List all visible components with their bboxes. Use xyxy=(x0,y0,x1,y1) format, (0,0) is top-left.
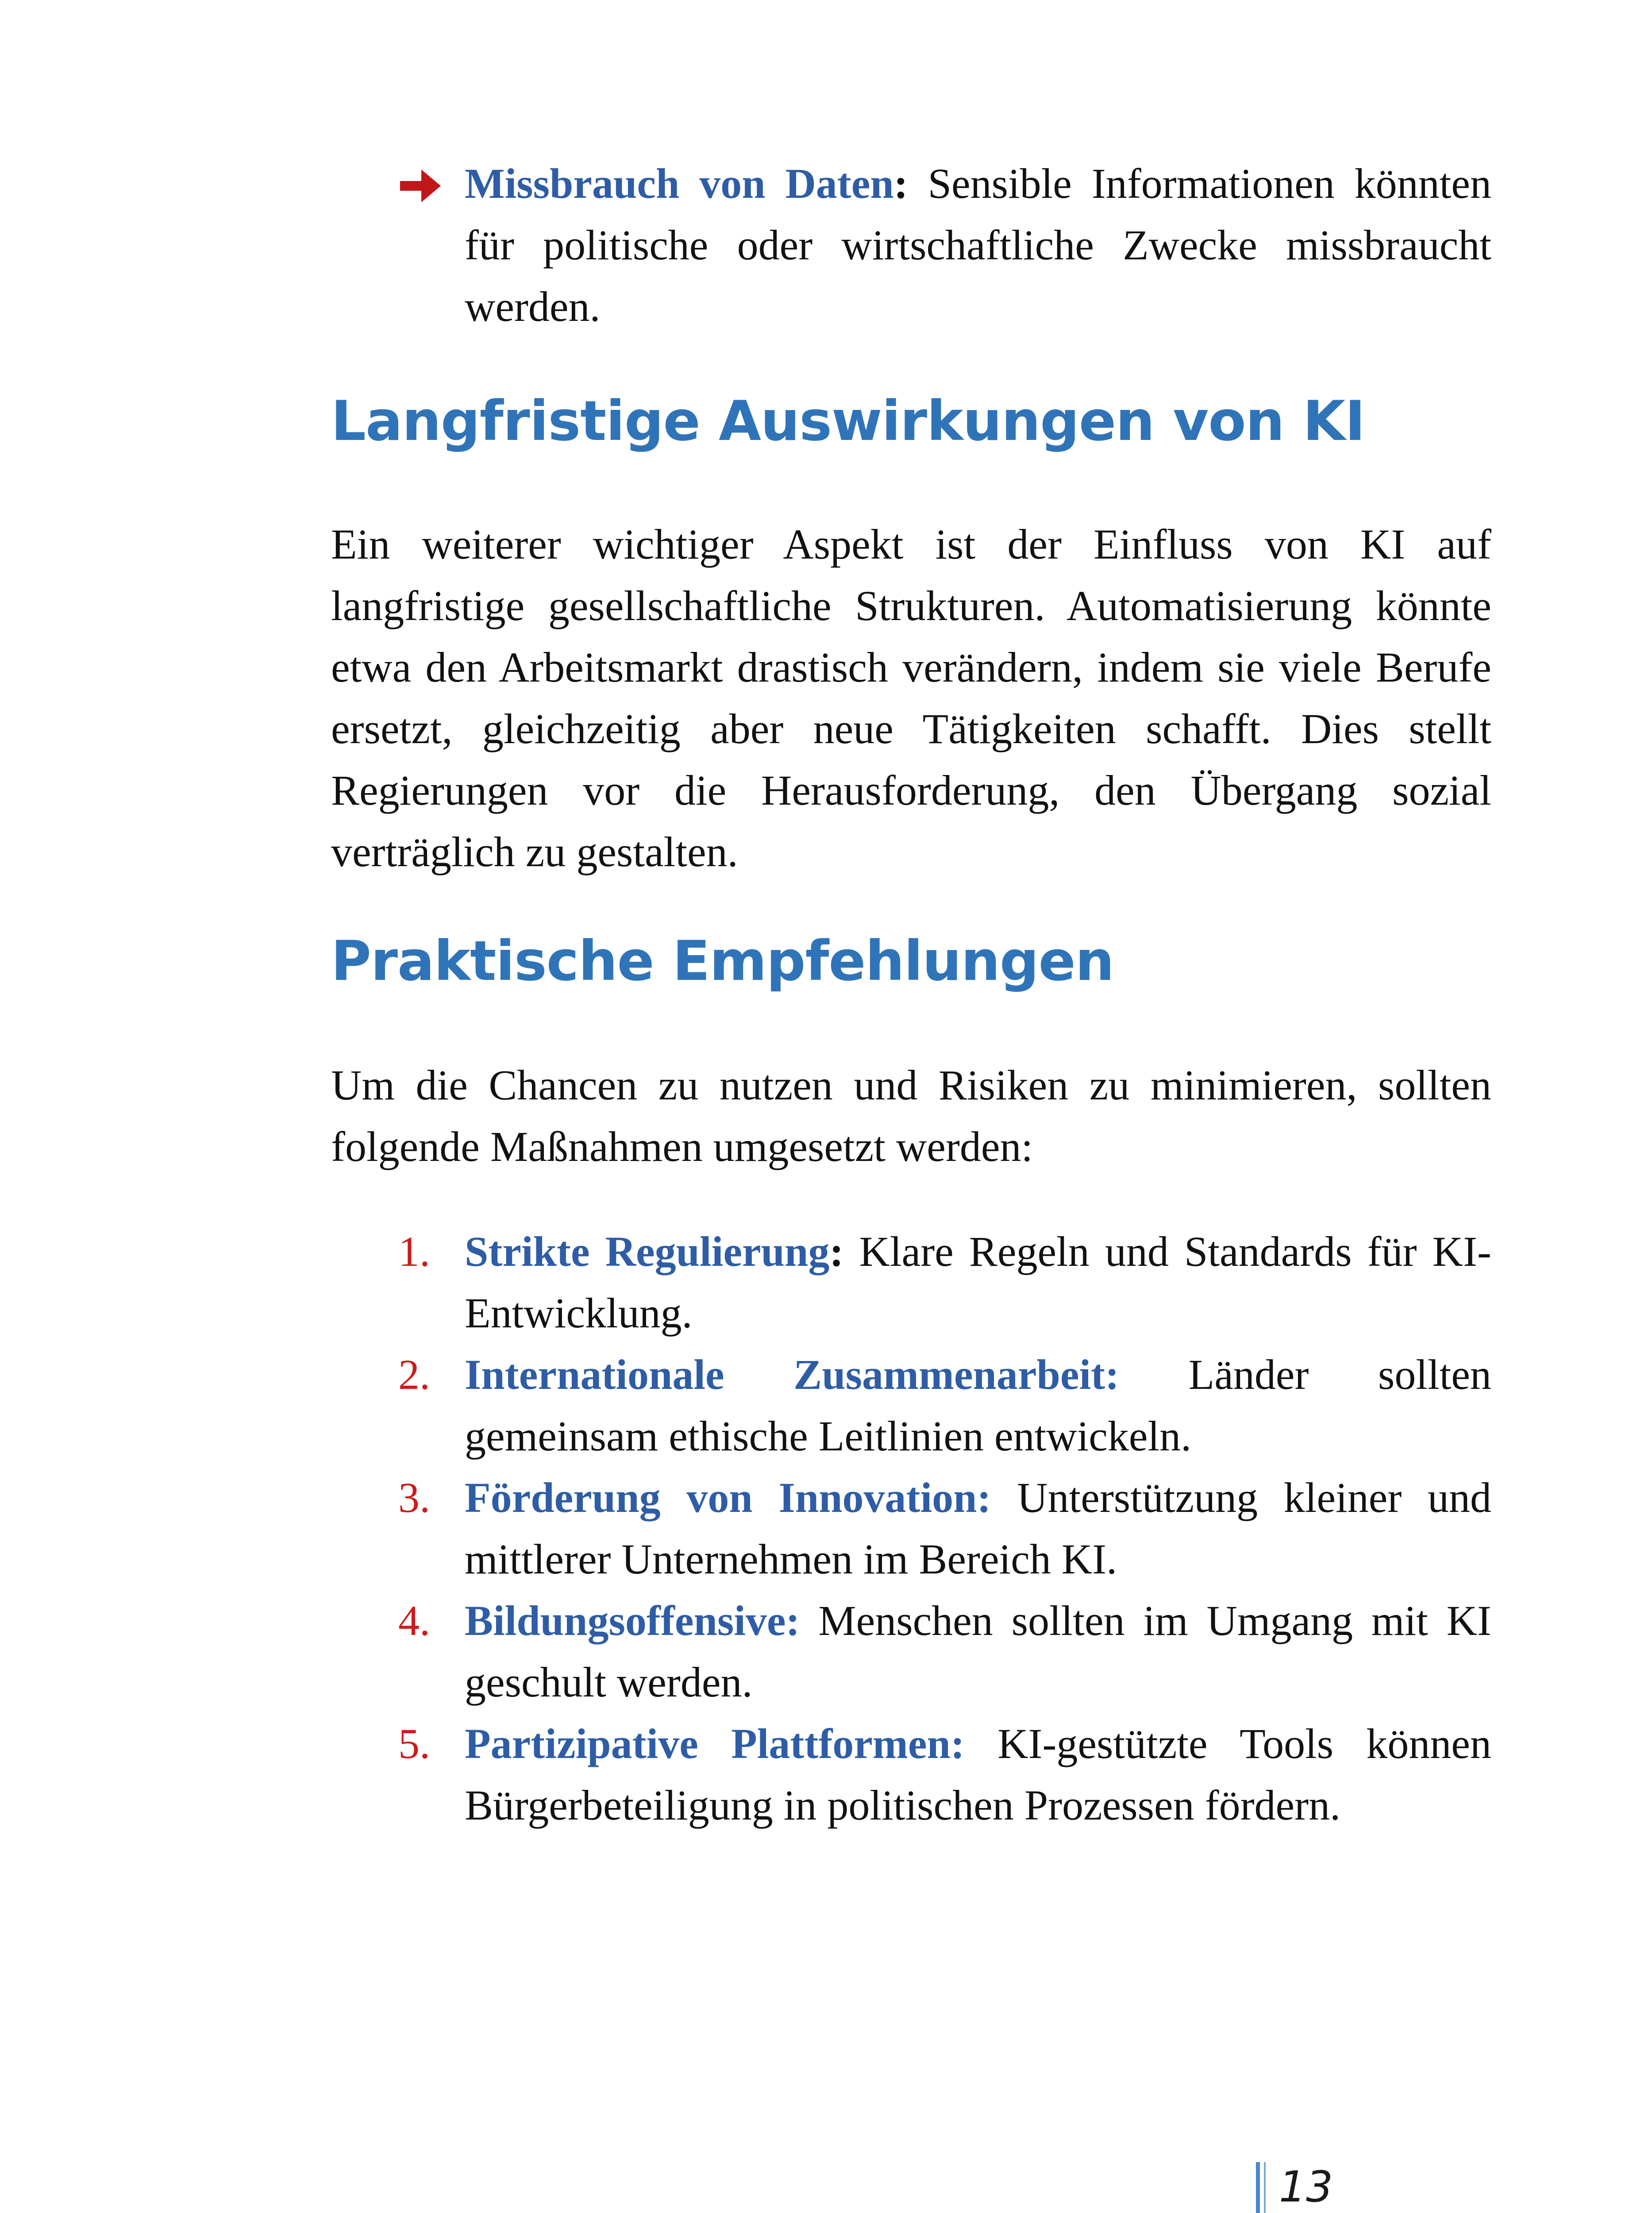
list-item-text xyxy=(465,1590,1491,1713)
right-arrow-icon xyxy=(398,166,443,206)
list-term: Internationale Zusammenarbeit: xyxy=(465,1351,1120,1398)
list-item xyxy=(398,1713,1491,1836)
footer-rule-thin xyxy=(1264,2162,1266,2213)
paragraph-recommendations-intro: Um die Chancen zu nutzen und Risiken zu minimieren, sollten folgende Maßnahmen umgesetzt werden: xyxy=(331,1061,1491,1170)
list-item-text xyxy=(465,1713,1491,1836)
list-item xyxy=(398,1344,1491,1467)
bullet-colon: : xyxy=(893,160,908,207)
bullet-text xyxy=(465,153,1491,337)
bullet-term: Missbrauch von Daten xyxy=(465,160,894,207)
list-term: Bildungsoffensive: xyxy=(465,1597,800,1644)
list-body: Menschen sollten im Umgang mit KI geschult werden. xyxy=(465,1597,1491,1706)
list-body: KI-gestützte Tools können Bürgerbeteiligung in politischen Prozessen fördern. xyxy=(465,1720,1492,1829)
bullet-item-data-misuse xyxy=(398,153,1491,337)
list-number: 1. xyxy=(398,1228,430,1275)
page-number: 13 xyxy=(1279,2162,1333,2212)
list-item xyxy=(398,1221,1491,1344)
list-body: Länder sollten gemeinsam ethische Leitlinien entwickeln. xyxy=(465,1351,1492,1460)
list-term: Strikte Regulierung xyxy=(465,1228,830,1275)
list-number: 4. xyxy=(398,1597,430,1644)
paragraph-long-term-effects: Ein weiterer wichtiger Aspekt ist der Einfluss von KI auf langfristige gesellschaftliche Strukturen. Automatisierung könnte etwa den Arbeitsmarkt drastisch verändern, indem sie viele Berufe ersetzt, gleichzeitig aber neue Tätigkeiten schafft. Dies stellt Regierungen vor die Herausforderung, den Übergang sozial verträglich zu gestalten. xyxy=(331,520,1491,875)
footer-rule xyxy=(1256,2162,1260,2213)
list-term: Partizipative Plattformen: xyxy=(465,1720,965,1767)
list-item-text xyxy=(465,1221,1491,1344)
list-item-text xyxy=(465,1344,1491,1467)
list-colon: : xyxy=(829,1228,844,1275)
list-number: 2. xyxy=(398,1351,430,1398)
list-body: Unterstützung kleiner und mittlerer Unternehmen im Bereich KI. xyxy=(465,1474,1492,1583)
list-item-text xyxy=(465,1467,1491,1590)
bullet-body: Sensible Informationen könnten für politische oder wirtschaftliche Zwecke missbraucht werden. xyxy=(465,160,1491,330)
list-item xyxy=(398,1467,1491,1590)
list-item xyxy=(398,1590,1491,1713)
list-term: Förderung von Innovation: xyxy=(465,1474,991,1521)
list-number: 5. xyxy=(398,1720,430,1767)
recommendations-list xyxy=(398,1221,1491,1836)
list-body: Klare Regeln und Standards für KI-Entwicklung. xyxy=(465,1228,1492,1337)
section-heading-long-term-effects: Langfristige Auswirkungen von KI xyxy=(331,389,1365,453)
list-number: 3. xyxy=(398,1474,430,1521)
section-heading-recommendations: Praktische Empfehlungen xyxy=(331,929,1114,993)
